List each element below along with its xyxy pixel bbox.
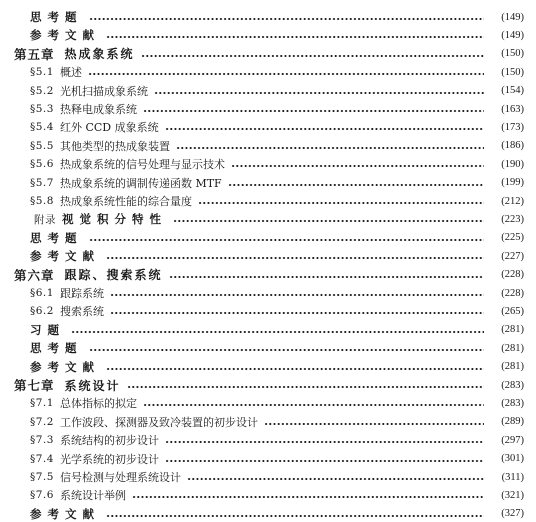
dot-leader [106,368,484,370]
toc-entry-row[interactable] [0,395,536,411]
page-number: (265) [501,305,524,317]
dot-leader [127,386,484,388]
section-number: §5.1 [30,66,54,79]
entry-title: 习题 [30,322,65,337]
dot-leader [89,239,485,241]
toc-chapter-row[interactable] [0,46,536,62]
chapter-title: 跟踪、搜索系统 [64,268,163,283]
entry-title: 光机扫描成象系统 [59,84,148,98]
dot-leader [141,55,484,57]
entry-title: 热释电成象系统 [59,103,137,116]
toc-entry-row[interactable] [0,9,536,25]
toc-entry-row[interactable] [0,303,536,319]
page-number: (190) [501,158,524,170]
page-number: (186) [501,140,524,152]
entry-title: 光学系统的初步设计 [59,452,159,466]
page-number: (228) [501,287,524,299]
dot-leader [106,515,484,517]
chapter-number: 第六章 [14,267,55,283]
toc-entry-row[interactable] [0,248,536,264]
entry-title: 思考题 [30,10,83,24]
dot-leader [165,460,484,462]
toc-entry-row[interactable] [0,211,536,227]
page-number: (212) [501,195,524,207]
dot-leader [198,202,484,204]
toc-entry-row[interactable] [0,414,536,430]
toc-entry-row[interactable] [0,469,536,485]
toc-entry-row[interactable] [0,119,536,135]
toc-entry-row[interactable] [0,432,536,448]
entry-title: 跟踪系统 [59,287,104,300]
section-number: §6.2 [30,305,54,318]
toc-entry-row[interactable] [0,101,536,117]
section-number: §5.3 [30,103,54,115]
page-number: (173) [501,121,524,133]
dot-leader [176,147,484,149]
page-number: (281) [501,361,524,373]
section-number: §7.2 [30,415,54,428]
section-number: §7.3 [30,434,54,447]
section-number: §5.5 [30,139,54,152]
toc-chapter-row[interactable] [0,267,536,283]
section-number: §6.1 [30,287,54,299]
dot-leader [110,312,484,314]
entry-title: 参考文献 [30,359,100,374]
section-number: §7.6 [30,489,54,502]
dot-leader [132,496,484,498]
page-number: (281) [501,324,524,336]
page-number: (199) [501,177,524,189]
chapter-title: 系统设计 [64,378,121,393]
page-number: (281) [501,342,524,354]
entry-title: 总体指标的拟定 [59,397,137,411]
page-number: (227) [501,250,524,262]
page-number: (149) [501,11,524,23]
toc-entry-row[interactable] [0,230,536,246]
dot-leader [89,18,485,20]
toc-entry-row[interactable] [0,27,536,43]
toc-entry-row[interactable] [0,285,536,301]
section-number: §7.4 [30,452,54,465]
dot-leader [228,184,484,186]
toc-entry-row[interactable] [0,487,536,503]
entry-title: 红外 CCD 成象系统 [59,121,159,135]
dot-leader [71,331,484,333]
page-number: (225) [501,232,524,244]
entry-title: 思考题 [30,341,83,356]
page-number: (150) [501,48,524,60]
toc-entry-row[interactable] [0,506,536,522]
dot-leader [173,220,484,222]
section-number: §5.6 [30,158,54,171]
entry-title: 思考题 [30,230,83,245]
dot-leader [264,423,484,425]
toc-entry-row[interactable] [0,175,536,191]
page-number: (163) [501,103,524,115]
section-number: §7.5 [30,471,54,483]
page-number: (283) [501,397,524,409]
page-number: (289) [501,416,524,428]
toc-entry-row[interactable] [0,193,536,209]
dot-leader [169,276,484,278]
entry-title: 热成象系统性能的综合量度 [59,195,192,208]
page-number: (327) [501,508,524,520]
page-number: (223) [501,213,524,225]
toc-entry-row[interactable] [0,322,536,338]
dot-leader [88,73,484,75]
page-number: (321) [501,489,524,501]
toc-entry-row[interactable] [0,83,536,99]
toc-entry-row[interactable] [0,340,536,356]
dot-leader [187,478,484,480]
dot-leader [106,257,484,259]
page-number: (311) [501,471,524,483]
toc-entry-row[interactable] [0,359,536,375]
page-number: (154) [501,85,524,97]
entry-title: 热成象系统的调制传递函数 MTF [59,176,222,190]
toc-entry-row[interactable] [0,138,536,154]
page-number: (228) [501,269,524,281]
dot-leader [89,349,485,351]
entry-title: 概述 [59,66,82,80]
page-number: (283) [501,379,524,391]
entry-title: 工作波段、探测器及致冷装置的初步设计 [59,415,258,429]
dot-leader [106,36,484,38]
entry-title: 系统设计举例 [59,489,126,503]
entry-title: 参考文献 [30,249,100,264]
entry-title: 搜索系统 [59,305,104,319]
dot-leader [165,441,484,443]
dot-leader [143,110,484,112]
chapter-number: 第七章 [14,378,55,393]
entry-title: 系统结构的初步设计 [59,434,159,448]
entry-title: 信号检测与处理系统设计 [59,471,181,484]
toc-entry-row[interactable] [0,64,536,80]
section-number: 附录 [34,213,56,226]
page-number: (301) [501,453,524,465]
section-number: §7.1 [30,397,54,410]
page-number: (150) [501,66,524,78]
section-number: §5.4 [30,121,54,134]
entry-title: 参考文献 [30,28,100,43]
entry-title: 视觉积分特性 [62,212,167,227]
entry-title: 热成象系统的信号处理与显示技术 [59,158,225,172]
toc-entry-row[interactable] [0,451,536,467]
section-number: §5.2 [30,84,54,97]
dot-leader [154,92,484,94]
toc-chapter-row[interactable] [0,377,536,393]
dot-leader [110,294,484,296]
chapter-number: 第五章 [14,46,55,62]
dot-leader [231,165,484,167]
dot-leader [143,404,484,406]
dot-leader [165,128,484,130]
page-number: (297) [501,434,524,446]
section-number: §5.7 [30,176,54,189]
toc-entry-row[interactable] [0,156,536,172]
entry-title: 其他类型的热成象装置 [59,139,170,153]
entry-title: 参考文献 [30,506,100,521]
section-number: §5.8 [30,195,54,207]
chapter-title: 热成象系统 [64,47,135,62]
page-number: (149) [501,29,524,41]
